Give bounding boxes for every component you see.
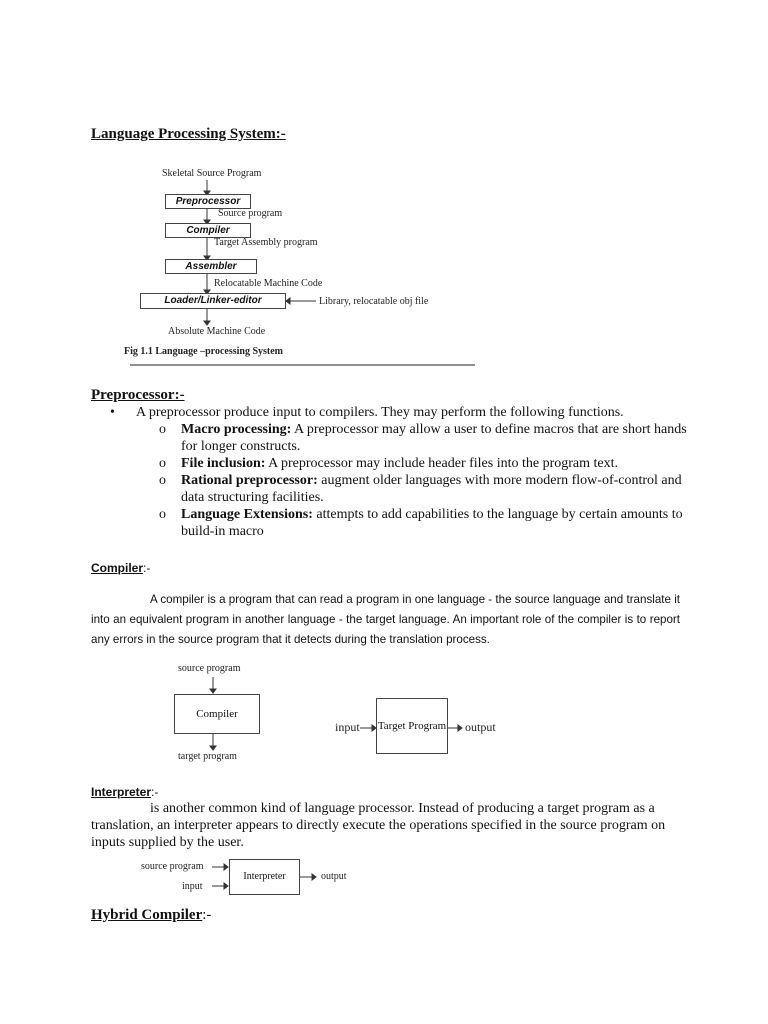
compiler-paragraph: A compiler is a program that can read a program in one language - the source language and translate it into an equivalent program in another language - the target language. An important role of the compiler is to report any errors in the source program that it detects during the translation process. bbox=[91, 593, 680, 646]
interpreter-box: Interpreter bbox=[229, 859, 300, 895]
diagram-caption: Fig 1.1 Language –processing System bbox=[124, 346, 283, 357]
diagram-top-label: Skeletal Source Program bbox=[162, 168, 262, 179]
interpreter-heading-text: Interpreter bbox=[91, 785, 152, 799]
interpreter-paragraph: is another common kind of language processor. Instead of producing a target program as a translation, an interpreter appears to directly execute the operations specified in the source program on inputs supplied by the user. bbox=[91, 801, 666, 850]
fig-target-program: target program bbox=[178, 751, 237, 762]
item-text: attempts to add capabilities to the language by certain amounts to build-in macro bbox=[181, 507, 683, 539]
sub-marker: o bbox=[159, 422, 166, 437]
sub-marker: o bbox=[159, 456, 166, 471]
target-program-figure bbox=[330, 698, 510, 754]
interpreter-heading-suffix: :- bbox=[151, 785, 159, 799]
lps-heading-text: Language Processing System:- bbox=[91, 126, 286, 142]
item-term: File inclusion: bbox=[181, 456, 266, 471]
list-item bbox=[159, 472, 690, 506]
section-heading-preprocessor bbox=[91, 387, 185, 404]
list-item bbox=[159, 421, 690, 455]
fig-output-label: output bbox=[465, 720, 496, 734]
bullet-text: A preprocessor produce input to compilers. They may perform the following functions. bbox=[136, 405, 624, 420]
section-heading-hybrid bbox=[91, 907, 211, 924]
list-item bbox=[159, 455, 690, 472]
item-text: A preprocessor may include header files into the program text. bbox=[265, 456, 619, 471]
target-program-box: Target Program bbox=[376, 698, 448, 754]
item-text: augment older languages with more modern flow-of-control and data structuring facilities. bbox=[181, 473, 682, 505]
bullet-marker: • bbox=[110, 405, 115, 420]
fig-input-label: input bbox=[335, 720, 360, 734]
item-term: Rational preprocessor: bbox=[181, 473, 318, 488]
lps-diagram bbox=[124, 162, 490, 372]
section-heading-lps bbox=[91, 126, 286, 143]
compiler-figure bbox=[140, 660, 290, 770]
label-source-program: Source program bbox=[218, 208, 283, 219]
item-term: Macro processing: bbox=[181, 422, 292, 437]
fig-source-program: source program bbox=[178, 663, 241, 674]
interpreter-figure bbox=[140, 856, 360, 900]
section-heading-interpreter bbox=[91, 783, 158, 801]
sub-marker: o bbox=[159, 473, 166, 488]
box-loader: Loader/Linker-editor bbox=[140, 293, 286, 309]
label-relocatable: Relocatable Machine Code bbox=[214, 278, 323, 289]
box-preprocessor: Preprocessor bbox=[165, 194, 251, 209]
fig-interp-input: input bbox=[182, 881, 203, 892]
compiler-heading-suffix: :- bbox=[143, 561, 151, 575]
box-compiler: Compiler bbox=[165, 223, 251, 238]
item-term: Language Extensions: bbox=[181, 507, 313, 522]
box-assembler: Assembler bbox=[165, 259, 257, 274]
sub-marker: o bbox=[159, 507, 166, 522]
compiler-box: Compiler bbox=[174, 694, 260, 734]
compiler-heading-text: Compiler bbox=[91, 561, 144, 575]
item-text: A preprocessor may allow a user to define macros that are short hands for longer constructs. bbox=[181, 422, 687, 454]
fig-interp-output: output bbox=[321, 871, 347, 882]
list-item bbox=[159, 506, 690, 540]
section-heading-compiler bbox=[91, 559, 150, 577]
list-item bbox=[110, 404, 690, 421]
diagram-bottom-label: Absolute Machine Code bbox=[168, 326, 266, 337]
hybrid-heading-text: Hybrid Compiler bbox=[91, 907, 203, 923]
label-target-assembly: Target Assembly program bbox=[214, 237, 318, 248]
label-library: Library, relocatable obj file bbox=[319, 296, 429, 307]
preprocessor-heading-text: Preprocessor:- bbox=[91, 387, 185, 403]
fig-interp-source: source program bbox=[141, 861, 204, 872]
preprocessor-list bbox=[110, 404, 690, 540]
hybrid-heading-suffix: :- bbox=[202, 907, 212, 923]
